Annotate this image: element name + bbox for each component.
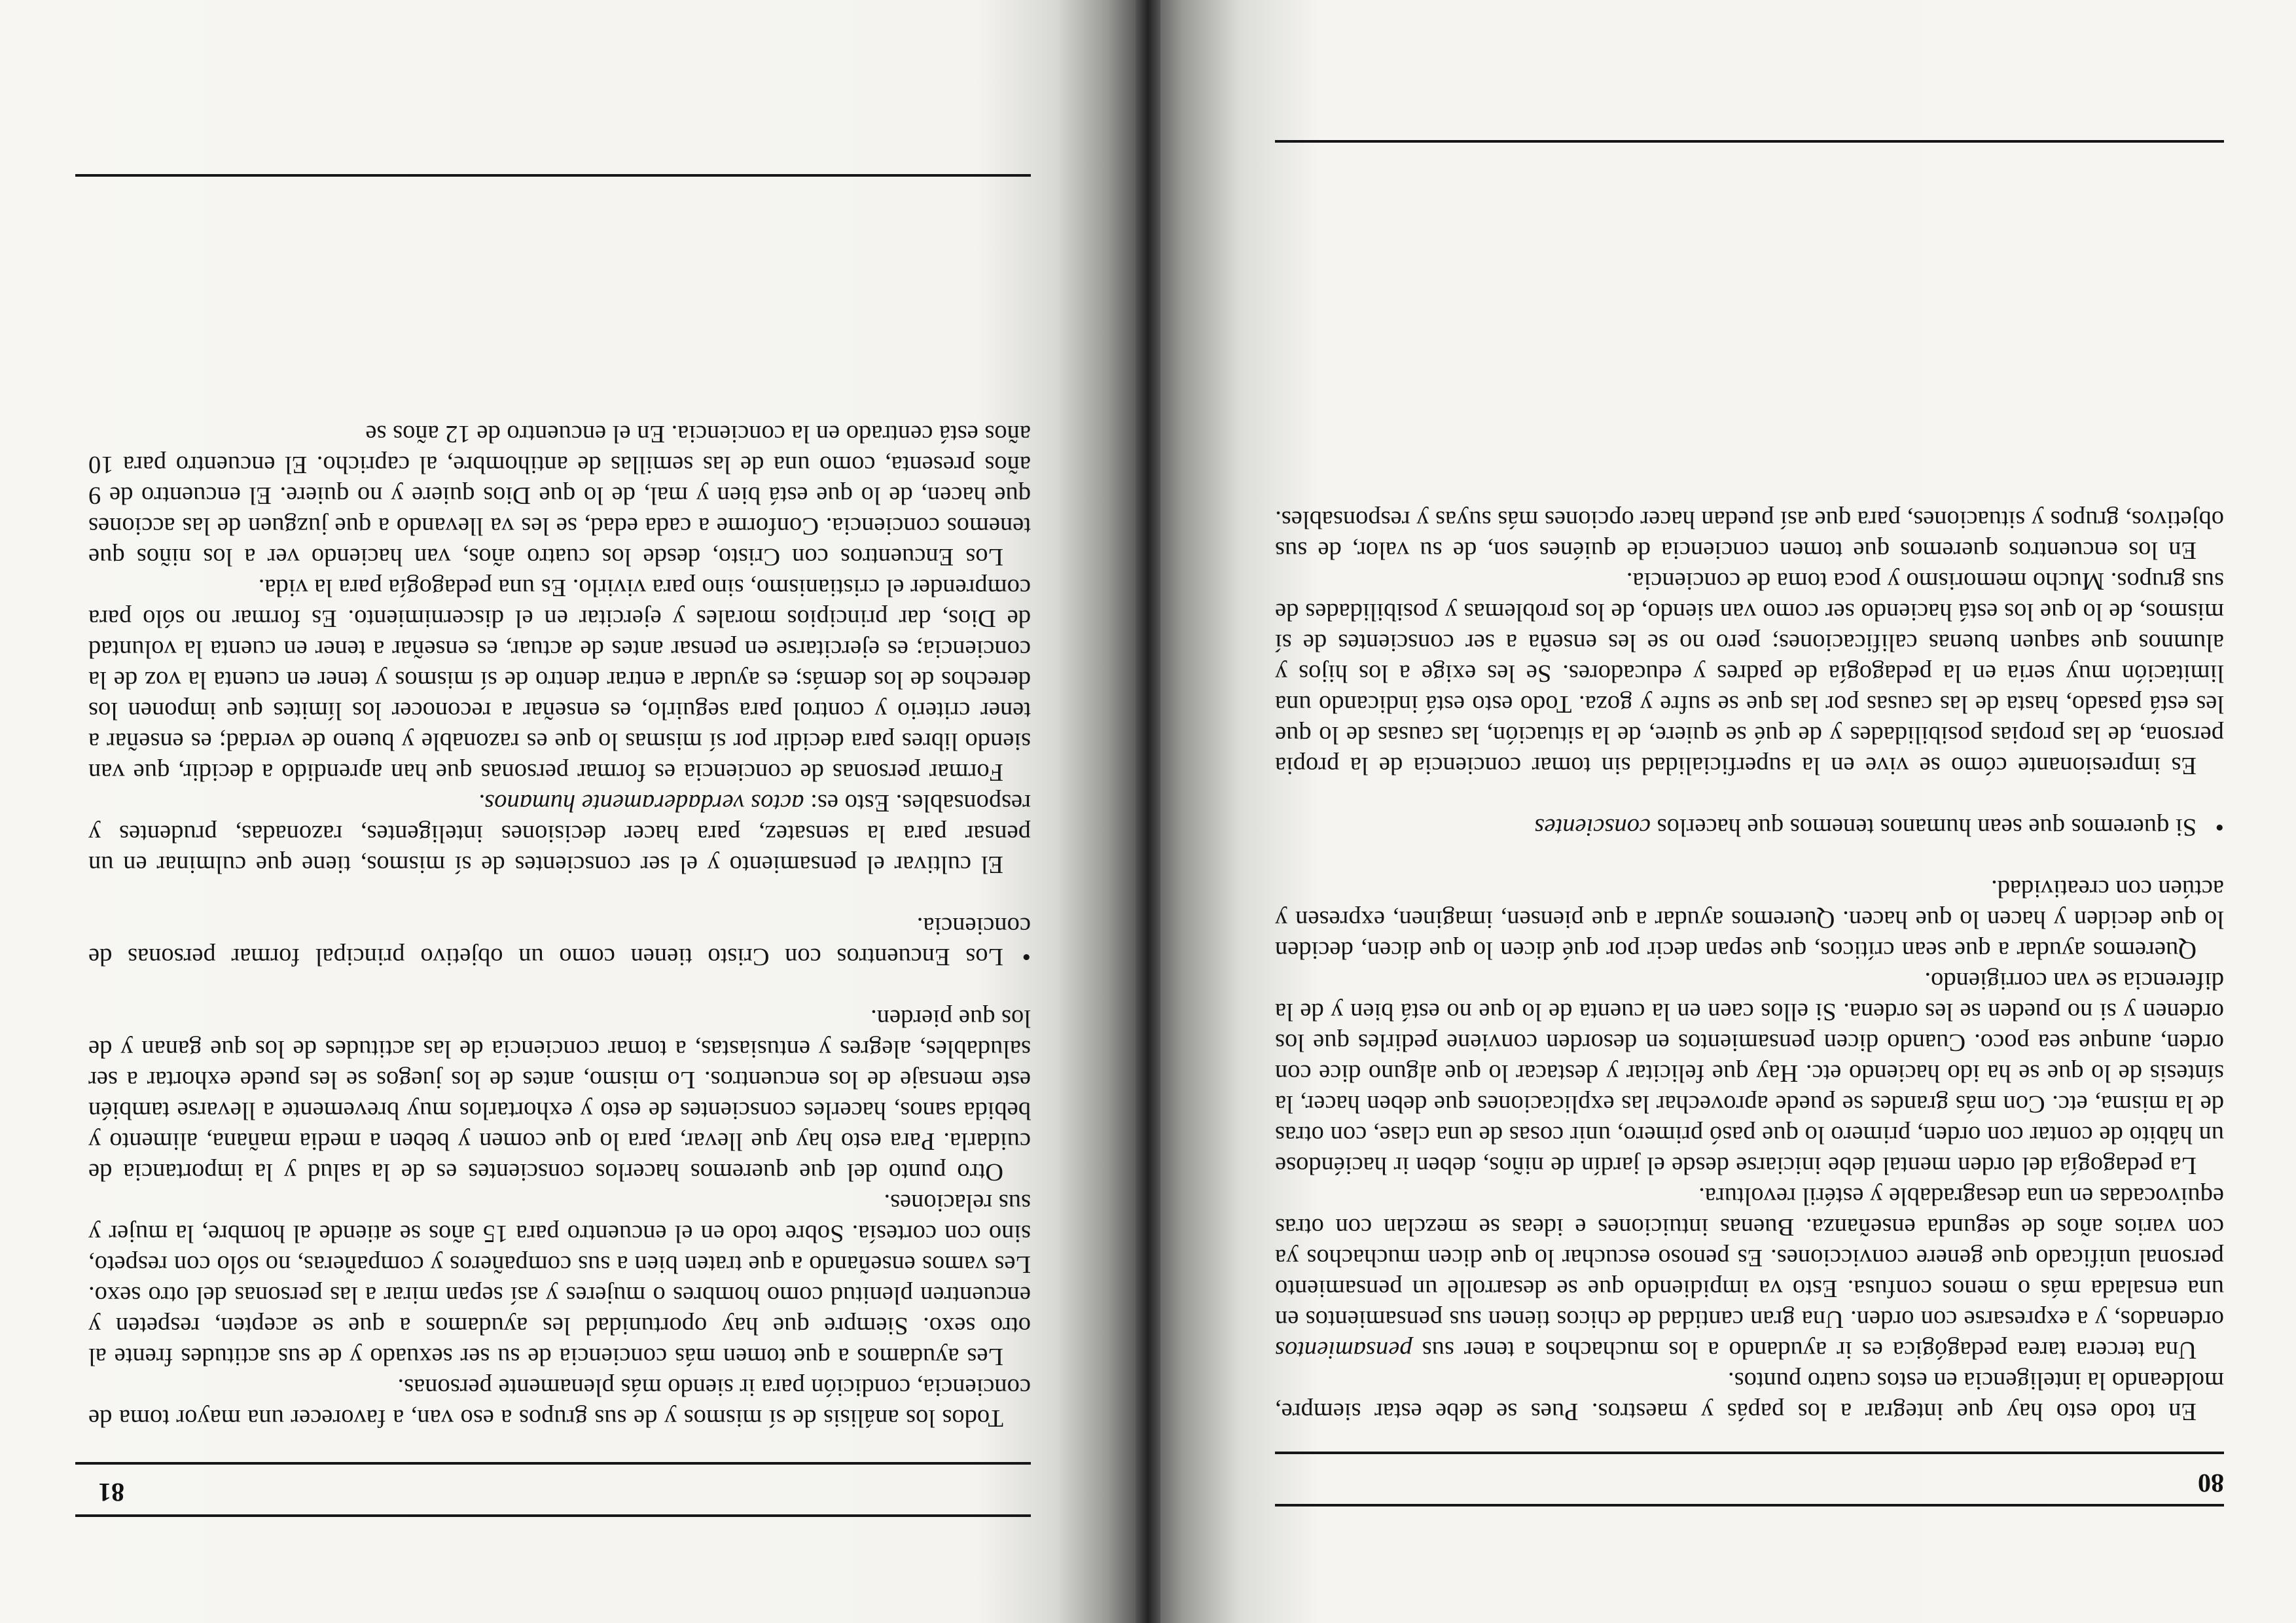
footer-rule	[1275, 140, 2224, 143]
text-run: Los Encuentros con Cristo tienen como un objetivo principal formar personas de conciencia.	[88, 912, 1031, 971]
page-number: 80	[2198, 1469, 2224, 1498]
text-run: Una tercera tarea pedagógica es ir ayudando a los muchachos a tener sus	[1412, 1336, 2197, 1364]
page-number: 81	[98, 1478, 124, 1507]
emphasis: actos verdaderamente humanos.	[478, 789, 804, 817]
paragraph: Todos los análisis de sí mismos y de sus grupos a eso van, a favorecer una mayor toma de conciencia, condición para ir siendo más plenamente personas.	[88, 1374, 1031, 1432]
text-run: Si queremos que sean humanos tenemos que hacerlos	[1651, 813, 2197, 841]
paragraph	[88, 787, 1031, 880]
emphasis: pensamientos	[1275, 1336, 1412, 1364]
paragraph: Otro punto del que queremos hacerlos conscientes es de la salud y la importancia de cuidarla. Para esto hay que llevar, para lo que comen y beben a media mañana, alimento y bebida sanos, hacerles conscientes de esto y exhortarlos muy brevemente a llevarse también este mensaje de los encuentros. Lo mismo, antes de los juegos se les puede exhortar a ser saludables, alegres y entusiastas, a tomar conciencia de las actitudes de los que ganan y de los que pierden.	[88, 1005, 1031, 1186]
page-81	[0, 0, 1136, 1623]
emphasis: conscientes	[1534, 813, 1651, 841]
book-gutter	[1136, 0, 1160, 1623]
header-rule-bottom	[1275, 1452, 2224, 1454]
footer-rule	[75, 174, 1031, 177]
paragraph: En los encuentros queremos que tomen conciencia de quiénes son, de su valor, de sus objetivos, grupos y situaciones, para que así puedan hacer opciones más suyas y responsables.	[1275, 506, 2224, 564]
paragraph: Los Encuentros con Cristo, desde los cuatro años, van haciendo ver a los niños que tenemos conciencia. Conforme a cada edad, se les va llevando a que juzguen de las acciones que hacen, de lo que está bien y mal, de lo que Dios quiere y no quiere. El encuentro de 9 años presenta, como una de las semillas de antihombre, al capricho. El encuentro para 10 años está centrado en la conciencia. En el encuentro de 12 años se	[88, 420, 1031, 571]
text-block	[1275, 504, 2224, 1427]
paragraph: En todo esto hay que integrar a los papás y maestros. Pues se debe estar siempre, moldeando la inteligencia en estos cuatro puntos.	[1275, 1367, 2224, 1425]
header-rule-bottom	[75, 1462, 1031, 1465]
paragraph: Queremos ayudar a que sean críticos, que sepan decir por qué dicen lo que dicen, deciden lo que deciden y hacen lo que hacen. Queremos ayudar a que piensen, imaginen, expresen y actúen con creatividad.	[1275, 875, 2224, 964]
paragraph: Les ayudamos a que tomen más conciencia de su ser sexuado y de sus actitudes frente al otro sexo. Siempre que hay oportunidad les ayudamos a que se acepten, respeten y encuentren plenitud como hombres o mujeres y así sepan mirar a las personas del otro sexo. Les vamos enseñando a que traten bien a sus compañeros y compañeras, no sólo con respeto, sino con cortesía. Sobre todo en el encuentro para 15 años se atiende al hombre, la mujer y sus relaciones.	[88, 1189, 1031, 1370]
header-rule-top	[75, 1514, 1031, 1517]
paragraph: La pedagogía del orden mental debe iniciarse desde el jardín de niños, deben ir haciéndose un hábito de contar con orden, primero lo que pasó primero, unir cosas de una clase, con otras de la misma, etc. Con más grandes se puede aprovechar las explicaciones que deben hacer, la síntesis de lo que se ha ido haciendo etc. Hay que felicitar y destacar lo que alguno dice con orden, aunque sea poco. Cuando dicen pensamientos en desorden conviene pedirles que los ordenen y si no pueden se les ordena. Si ellos caen en la cuenta de lo que no está bien y de la diferencia se van corrigiendo.	[1275, 967, 2224, 1179]
bullet-item	[1275, 812, 2224, 842]
bullet-icon: •	[1022, 943, 1031, 971]
header-rule-top	[1275, 1504, 2224, 1507]
paragraph: Formar personas de conciencia es formar personas que han aprendido a decidir, que van siendo libres para decidir por sí mismas lo que es razonable y bueno de verdad; es enseñar a tener criterio y control para seguirlo, es enseñar a reconocer los límites que imponen los derechos de los demás; es ayudar a entrar dentro de sí mismos y tener en cuenta la voz de la conciencia; es ejercitarse en pensar antes de actuar, es enseñar a tener en cuenta la voluntad de Dios, dar principios morales y ejercitar en el discernimiento. Es formar no sólo para comprender el cristianismo, sino para vivirlo. Es una pedagogía para la vida.	[88, 574, 1031, 786]
page-80	[1160, 0, 2296, 1623]
text-block	[88, 418, 1031, 1433]
paragraph	[1275, 1181, 2224, 1365]
bullet-icon: •	[2215, 813, 2224, 841]
text-run: El cultivar el pensamiento y el ser conscientes de sí mismos, tiene que culminar en un pensar para la sensatez, para hacer decisiones inteligentes, razonadas, prudentes y responsables. Esto es:	[88, 789, 1031, 878]
paragraph: Es impresionante cómo se vive en la superficialidad sin tomar conciencia de la propia persona, de las propias posibilidades y de qué se quiere, de la situación, las causas de lo que les está pasado, hasta de las causas por las que se sufre y goza. Todo esto está indicando una limitación muy seria en la pedagogía de padres y educadores. Se les exige a los hijos y alumnos que saquen buenas calificaciones; pero no se les enseña a ser conscientes de sí mismos, de lo que los está haciendo ser como van siendo, de los problemas y posibilidades de sus grupos. Mucho memorismo y poca toma de conciencia.	[1275, 567, 2224, 779]
text-run: ordenados, y a expresarse con orden. Una gran cantidad de chicos tienen sus pensamientos en una ensalada más o menos confusa. Esto va impidiendo que se desarrolle un pensamiento personal unificado que genere convicciones. Es penoso escuchar lo que dicen muchachos ya con varios años de segunda enseñanza. Buenas intuiciones e ideas se mezclan con otras equivocadas en una desagradable y estéril revoltura.	[1275, 1183, 2224, 1333]
bullet-item	[88, 910, 1031, 972]
